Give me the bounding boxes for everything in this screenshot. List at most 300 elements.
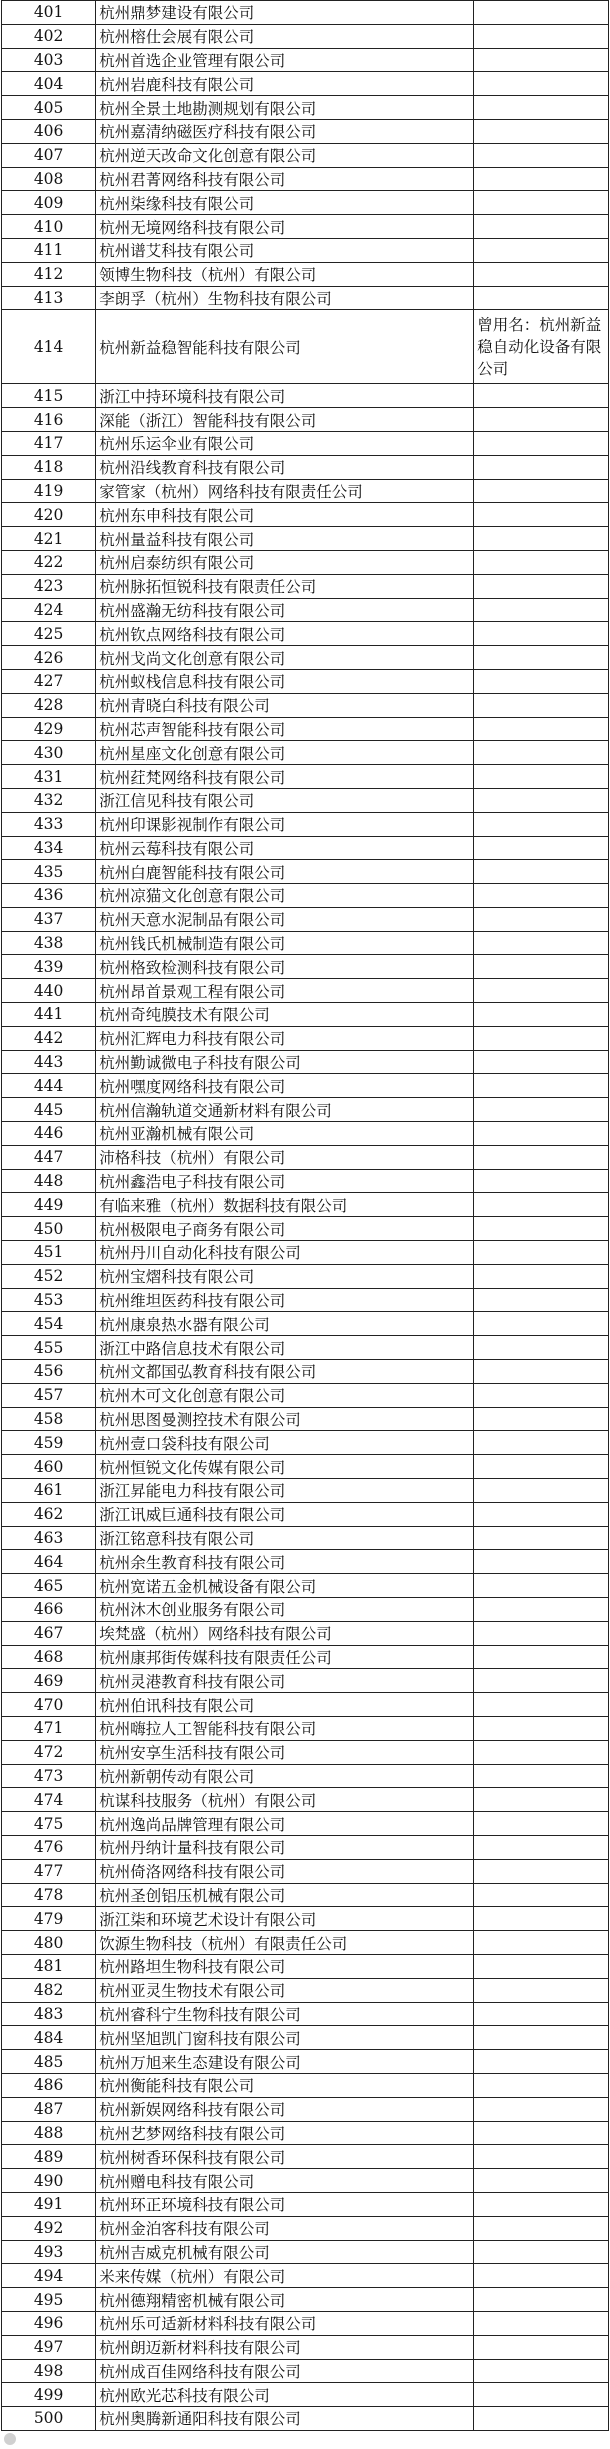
row-number-cell: 449 — [2, 1193, 96, 1217]
table-row — [2, 717, 609, 741]
remark-cell — [474, 527, 609, 551]
company-name-cell: 杭州云莓科技有限公司 — [96, 836, 474, 860]
remark-cell — [474, 262, 609, 286]
row-number-cell: 478 — [2, 1883, 96, 1907]
table-row — [2, 1907, 609, 1931]
remark-cell — [474, 1288, 609, 1312]
company-name-cell: 杭州丹纳计量科技有限公司 — [96, 1835, 474, 1859]
company-name-cell: 杭州格致检测科技有限公司 — [96, 955, 474, 979]
table-row — [2, 1026, 609, 1050]
row-number-cell: 451 — [2, 1241, 96, 1265]
remark-cell — [474, 1193, 609, 1217]
remark-cell — [474, 574, 609, 598]
company-name-cell: 有临来雅（杭州）数据科技有限公司 — [96, 1193, 474, 1217]
row-number-cell: 476 — [2, 1835, 96, 1859]
remark-cell — [474, 119, 609, 143]
table-row — [2, 1645, 609, 1669]
company-name-cell: 杭州量益科技有限公司 — [96, 527, 474, 551]
remark-cell — [474, 765, 609, 789]
table-row — [2, 408, 609, 432]
remark-cell — [474, 884, 609, 908]
table-row — [2, 2383, 609, 2407]
table-row — [2, 1550, 609, 1574]
remark-cell — [474, 2026, 609, 2050]
remark-cell — [474, 215, 609, 239]
table-row — [2, 2264, 609, 2288]
row-number-cell: 500 — [2, 2407, 96, 2431]
company-name-cell: 杭州文都国弘教育科技有限公司 — [96, 1360, 474, 1384]
company-name-cell: 杭州嘉清纳磁医疗科技有限公司 — [96, 119, 474, 143]
company-name-cell: 杭州榕仕会展有限公司 — [96, 24, 474, 48]
company-name-cell: 杭州坚旭凯门窗科技有限公司 — [96, 2026, 474, 2050]
row-number-cell: 480 — [2, 1931, 96, 1955]
row-number-cell: 410 — [2, 215, 96, 239]
remark-cell — [474, 741, 609, 765]
row-number-cell: 464 — [2, 1550, 96, 1574]
company-name-cell: 米来传媒（杭州）有限公司 — [96, 2264, 474, 2288]
remark-cell — [474, 1122, 609, 1146]
row-number-cell: 415 — [2, 384, 96, 408]
row-number-cell: 483 — [2, 2002, 96, 2026]
row-number-cell: 444 — [2, 1074, 96, 1098]
table-row — [2, 1931, 609, 1955]
company-name-cell: 杭州星座文化创意有限公司 — [96, 741, 474, 765]
row-number-cell: 460 — [2, 1455, 96, 1479]
company-name-cell: 杭州乐可适新材料科技有限公司 — [96, 2311, 474, 2335]
table-row — [2, 646, 609, 670]
table-row — [2, 1621, 609, 1645]
remark-cell — [474, 1716, 609, 1740]
table-row — [2, 96, 609, 120]
company-name-cell: 杭州脉拓恒锐科技有限责任公司 — [96, 574, 474, 598]
row-number-cell: 468 — [2, 1645, 96, 1669]
table-row — [2, 1598, 609, 1622]
row-number-cell: 488 — [2, 2121, 96, 2145]
table-row — [2, 479, 609, 503]
remark-cell — [474, 1621, 609, 1645]
remark-cell — [474, 812, 609, 836]
row-number-cell: 455 — [2, 1336, 96, 1360]
remark-cell — [474, 1693, 609, 1717]
company-name-cell: 杭州亚瀚机械有限公司 — [96, 1122, 474, 1146]
company-name-cell: 杭州奇纯膜技术有限公司 — [96, 1003, 474, 1027]
remark-cell — [474, 1954, 609, 1978]
remark-cell — [474, 2264, 609, 2288]
table-row — [2, 2288, 609, 2312]
table-row — [2, 931, 609, 955]
table-row — [2, 310, 609, 384]
table-row — [2, 2359, 609, 2383]
row-number-cell: 446 — [2, 1122, 96, 1146]
table-row — [2, 1, 609, 25]
remark-cell — [474, 1241, 609, 1265]
row-number-cell: 418 — [2, 455, 96, 479]
row-number-cell: 457 — [2, 1383, 96, 1407]
row-number-cell: 408 — [2, 167, 96, 191]
remark-cell — [474, 1479, 609, 1503]
table-row — [2, 1098, 609, 1122]
table-row — [2, 191, 609, 215]
company-name-cell: 浙江中路信息技术有限公司 — [96, 1336, 474, 1360]
remark-cell — [474, 1669, 609, 1693]
table-row — [2, 503, 609, 527]
company-name-cell: 杭州岩鹿科技有限公司 — [96, 72, 474, 96]
table-row — [2, 788, 609, 812]
row-number-cell: 475 — [2, 1812, 96, 1836]
company-name-cell: 深能（浙江）智能科技有限公司 — [96, 408, 474, 432]
table-row — [2, 1574, 609, 1598]
table-row — [2, 1312, 609, 1336]
table-row — [2, 741, 609, 765]
row-number-cell: 438 — [2, 931, 96, 955]
row-number-cell: 434 — [2, 836, 96, 860]
watermark — [4, 2431, 19, 2446]
company-name-cell: 杭州首选企业管理有限公司 — [96, 48, 474, 72]
company-name-cell: 杭州盛瀚无纺科技有限公司 — [96, 598, 474, 622]
remark-cell — [474, 622, 609, 646]
remark-cell — [474, 2240, 609, 2264]
company-name-cell: 领博生物科技（杭州）有限公司 — [96, 262, 474, 286]
remark-cell — [474, 191, 609, 215]
table-row — [2, 1455, 609, 1479]
remark-cell — [474, 598, 609, 622]
remark-cell — [474, 2073, 609, 2097]
table-row — [2, 1360, 609, 1384]
row-number-cell: 439 — [2, 955, 96, 979]
table-row — [2, 836, 609, 860]
row-number-cell: 473 — [2, 1764, 96, 1788]
row-number-cell: 496 — [2, 2311, 96, 2335]
table-row — [2, 2073, 609, 2097]
company-name-cell: 杭州沐木创业服务有限公司 — [96, 1598, 474, 1622]
table-row — [2, 550, 609, 574]
company-name-cell: 杭州圣创铝压机械有限公司 — [96, 1883, 474, 1907]
remark-cell — [474, 96, 609, 120]
row-number-cell: 472 — [2, 1740, 96, 1764]
company-name-cell: 杭州荭梵网络科技有限公司 — [96, 765, 474, 789]
company-name-cell: 杭州赠电科技有限公司 — [96, 2169, 474, 2193]
row-number-cell: 433 — [2, 812, 96, 836]
remark-cell — [474, 550, 609, 574]
company-name-cell: 杭州丹川自动化科技有限公司 — [96, 1241, 474, 1265]
row-number-cell: 490 — [2, 2169, 96, 2193]
row-number-cell: 479 — [2, 1907, 96, 1931]
remark-cell — [474, 2383, 609, 2407]
row-number-cell: 413 — [2, 286, 96, 310]
remark-cell — [474, 2311, 609, 2335]
company-name-cell: 杭州衡能科技有限公司 — [96, 2073, 474, 2097]
table-row — [2, 24, 609, 48]
company-name-cell: 杭州新益稳智能科技有限公司 — [96, 310, 474, 384]
row-number-cell: 437 — [2, 907, 96, 931]
table-row — [2, 2311, 609, 2335]
table-row — [2, 622, 609, 646]
row-number-cell: 487 — [2, 2097, 96, 2121]
company-name-cell: 杭州无境网络科技有限公司 — [96, 215, 474, 239]
table-row — [2, 1788, 609, 1812]
remark-cell — [474, 788, 609, 812]
remark-cell — [474, 1455, 609, 1479]
company-name-cell: 杭州睿科宁生物科技有限公司 — [96, 2002, 474, 2026]
table-row — [2, 860, 609, 884]
table-row — [2, 1978, 609, 2002]
remark-cell — [474, 2192, 609, 2216]
row-number-cell: 416 — [2, 408, 96, 432]
company-name-cell: 杭州康邦街传媒科技有限责任公司 — [96, 1645, 474, 1669]
company-name-cell: 杭州钱氏机械制造有限公司 — [96, 931, 474, 955]
company-name-cell: 杭州信瀚轨道交通新材料有限公司 — [96, 1098, 474, 1122]
company-name-cell: 杭州朗迈新材料科技有限公司 — [96, 2335, 474, 2359]
company-name-cell: 浙江讯威巨通科技有限公司 — [96, 1502, 474, 1526]
remark-cell — [474, 1907, 609, 1931]
company-name-cell: 饮源生物科技（杭州）有限责任公司 — [96, 1931, 474, 1955]
row-number-cell: 471 — [2, 1716, 96, 1740]
table-row — [2, 1264, 609, 1288]
table-row — [2, 574, 609, 598]
row-number-cell: 421 — [2, 527, 96, 551]
table-row — [2, 286, 609, 310]
row-number-cell: 427 — [2, 669, 96, 693]
company-name-cell: 家管家（杭州）网络科技有限责任公司 — [96, 479, 474, 503]
row-number-cell: 494 — [2, 2264, 96, 2288]
remark-cell — [474, 1407, 609, 1431]
table-row — [2, 1217, 609, 1241]
row-number-cell: 422 — [2, 550, 96, 574]
table-row — [2, 143, 609, 167]
company-name-cell: 杭州壹口袋科技有限公司 — [96, 1431, 474, 1455]
table-row — [2, 1145, 609, 1169]
remark-cell — [474, 669, 609, 693]
remark-cell — [474, 979, 609, 1003]
row-number-cell: 452 — [2, 1264, 96, 1288]
table-row — [2, 72, 609, 96]
company-name-cell: 杭州树香环保科技有限公司 — [96, 2145, 474, 2169]
table-row — [2, 2097, 609, 2121]
company-name-cell: 杭州青晓白科技有限公司 — [96, 693, 474, 717]
row-number-cell: 481 — [2, 1954, 96, 1978]
row-number-cell: 485 — [2, 2050, 96, 2074]
table-row — [2, 48, 609, 72]
company-name-cell: 浙江柒和环境艺术设计有限公司 — [96, 1907, 474, 1931]
row-number-cell: 425 — [2, 622, 96, 646]
table-row — [2, 1336, 609, 1360]
remark-cell — [474, 431, 609, 455]
table-row — [2, 2192, 609, 2216]
row-number-cell: 462 — [2, 1502, 96, 1526]
company-name-cell: 杭州康泉热水器有限公司 — [96, 1312, 474, 1336]
row-number-cell: 406 — [2, 119, 96, 143]
table-row — [2, 1383, 609, 1407]
table-row — [2, 215, 609, 239]
row-number-cell: 420 — [2, 503, 96, 527]
row-number-cell: 431 — [2, 765, 96, 789]
company-name-cell: 杭州万旭来生态建设有限公司 — [96, 2050, 474, 2074]
row-number-cell: 429 — [2, 717, 96, 741]
remark-cell — [474, 955, 609, 979]
remark-cell — [474, 2216, 609, 2240]
row-number-cell: 404 — [2, 72, 96, 96]
company-name-cell: 杭州沿线教育科技有限公司 — [96, 455, 474, 479]
company-name-cell: 浙江信见科技有限公司 — [96, 788, 474, 812]
company-name-cell: 杭州新娱网络科技有限公司 — [96, 2097, 474, 2121]
row-number-cell: 428 — [2, 693, 96, 717]
row-number-cell: 447 — [2, 1145, 96, 1169]
remark-cell — [474, 2169, 609, 2193]
row-number-cell: 411 — [2, 238, 96, 262]
company-name-cell: 杭州昂首景观工程有限公司 — [96, 979, 474, 1003]
table-row — [2, 1883, 609, 1907]
table-row — [2, 2407, 609, 2431]
remark-cell — [474, 1336, 609, 1360]
company-name-cell: 杭州成百佳网络科技有限公司 — [96, 2359, 474, 2383]
remark-cell — [474, 2288, 609, 2312]
remark-cell — [474, 1360, 609, 1384]
remark-cell — [474, 238, 609, 262]
remark-cell — [474, 479, 609, 503]
table-row — [2, 1074, 609, 1098]
table-row — [2, 669, 609, 693]
company-name-cell: 杭州戈尚文化创意有限公司 — [96, 646, 474, 670]
company-name-cell: 杭州安享生活科技有限公司 — [96, 1740, 474, 1764]
table-row — [2, 1526, 609, 1550]
row-number-cell: 461 — [2, 1479, 96, 1503]
remark-cell — [474, 48, 609, 72]
row-number-cell: 463 — [2, 1526, 96, 1550]
company-name-cell: 杭州逸尚品牌管理有限公司 — [96, 1812, 474, 1836]
remark-cell: 曾用名：杭州新益稳自动化设备有限公司 — [474, 310, 609, 384]
remark-cell — [474, 1003, 609, 1027]
row-number-cell: 470 — [2, 1693, 96, 1717]
row-number-cell: 453 — [2, 1288, 96, 1312]
remark-cell — [474, 1550, 609, 1574]
remark-cell — [474, 1883, 609, 1907]
row-number-cell: 441 — [2, 1003, 96, 1027]
remark-cell — [474, 907, 609, 931]
remark-cell — [474, 860, 609, 884]
company-name-cell: 杭州逆天改命文化创意有限公司 — [96, 143, 474, 167]
company-name-cell: 杭州艺梦网络科技有限公司 — [96, 2121, 474, 2145]
row-number-cell: 458 — [2, 1407, 96, 1431]
table-row — [2, 2121, 609, 2145]
table-row — [2, 167, 609, 191]
company-list-table — [1, 0, 609, 2431]
company-name-cell: 李朗孚（杭州）生物科技有限公司 — [96, 286, 474, 310]
table-row — [2, 2169, 609, 2193]
company-name-cell: 杭州凉猫文化创意有限公司 — [96, 884, 474, 908]
row-number-cell: 454 — [2, 1312, 96, 1336]
company-name-cell: 杭州君菁网络科技有限公司 — [96, 167, 474, 191]
row-number-cell: 465 — [2, 1574, 96, 1598]
remark-cell — [474, 1098, 609, 1122]
company-name-cell: 杭州嘿度网络科技有限公司 — [96, 1074, 474, 1098]
table-row — [2, 1859, 609, 1883]
remark-cell — [474, 693, 609, 717]
row-number-cell: 424 — [2, 598, 96, 622]
table-row — [2, 431, 609, 455]
table-row — [2, 765, 609, 789]
company-name-cell: 杭州蚁栈信息科技有限公司 — [96, 669, 474, 693]
remark-cell — [474, 1931, 609, 1955]
company-name-cell: 杭州吉威克机械有限公司 — [96, 2240, 474, 2264]
row-number-cell: 474 — [2, 1788, 96, 1812]
company-name-cell: 浙江昇能电力科技有限公司 — [96, 1479, 474, 1503]
company-name-cell: 杭州伯讯科技有限公司 — [96, 1693, 474, 1717]
row-number-cell: 482 — [2, 1978, 96, 2002]
company-name-cell: 杭州环正环境科技有限公司 — [96, 2192, 474, 2216]
remark-cell — [474, 2002, 609, 2026]
table-row — [2, 2002, 609, 2026]
company-name-cell: 杭州东申科技有限公司 — [96, 503, 474, 527]
table-row — [2, 2026, 609, 2050]
remark-cell — [474, 2097, 609, 2121]
table-row — [2, 1122, 609, 1146]
table-row — [2, 1003, 609, 1027]
company-name-cell: 杭州余生教育科技有限公司 — [96, 1550, 474, 1574]
remark-cell — [474, 1526, 609, 1550]
row-number-cell: 407 — [2, 143, 96, 167]
company-name-cell: 杭州恒锐文化传媒有限公司 — [96, 1455, 474, 1479]
remark-cell — [474, 2407, 609, 2431]
company-name-cell: 杭州钦点网络科技有限公司 — [96, 622, 474, 646]
row-number-cell: 423 — [2, 574, 96, 598]
company-name-cell: 杭州灵港教育科技有限公司 — [96, 1669, 474, 1693]
row-number-cell: 432 — [2, 788, 96, 812]
company-name-cell: 杭州全景土地勘测规划有限公司 — [96, 96, 474, 120]
table-row — [2, 2216, 609, 2240]
remark-cell — [474, 167, 609, 191]
table-row — [2, 1502, 609, 1526]
remark-cell — [474, 1764, 609, 1788]
row-number-cell: 436 — [2, 884, 96, 908]
row-number-cell: 405 — [2, 96, 96, 120]
row-number-cell: 498 — [2, 2359, 96, 2383]
company-name-cell: 杭州亚灵生物技术有限公司 — [96, 1978, 474, 2002]
row-number-cell: 419 — [2, 479, 96, 503]
remark-cell — [474, 1740, 609, 1764]
table-row — [2, 598, 609, 622]
table-row — [2, 907, 609, 931]
remark-cell — [474, 1431, 609, 1455]
remark-cell — [474, 1788, 609, 1812]
remark-cell — [474, 1598, 609, 1622]
row-number-cell: 417 — [2, 431, 96, 455]
remark-cell — [474, 72, 609, 96]
row-number-cell: 459 — [2, 1431, 96, 1455]
row-number-cell: 466 — [2, 1598, 96, 1622]
remark-cell — [474, 1835, 609, 1859]
remark-cell — [474, 931, 609, 955]
remark-cell — [474, 1145, 609, 1169]
remark-cell — [474, 24, 609, 48]
remark-cell — [474, 2121, 609, 2145]
table-row — [2, 2240, 609, 2264]
table-row — [2, 1479, 609, 1503]
row-number-cell: 450 — [2, 1217, 96, 1241]
company-name-cell: 杭州勤诚微电子科技有限公司 — [96, 1050, 474, 1074]
row-number-cell: 495 — [2, 2288, 96, 2312]
remark-cell — [474, 1050, 609, 1074]
table-row — [2, 1241, 609, 1265]
row-number-cell: 440 — [2, 979, 96, 1003]
remark-cell — [474, 1, 609, 25]
company-name-cell: 杭州汇辉电力科技有限公司 — [96, 1026, 474, 1050]
table-row — [2, 1407, 609, 1431]
remark-cell — [474, 717, 609, 741]
company-name-cell: 杭州鑫浩电子科技有限公司 — [96, 1169, 474, 1193]
table-row — [2, 238, 609, 262]
row-number-cell: 489 — [2, 2145, 96, 2169]
row-number-cell: 492 — [2, 2216, 96, 2240]
